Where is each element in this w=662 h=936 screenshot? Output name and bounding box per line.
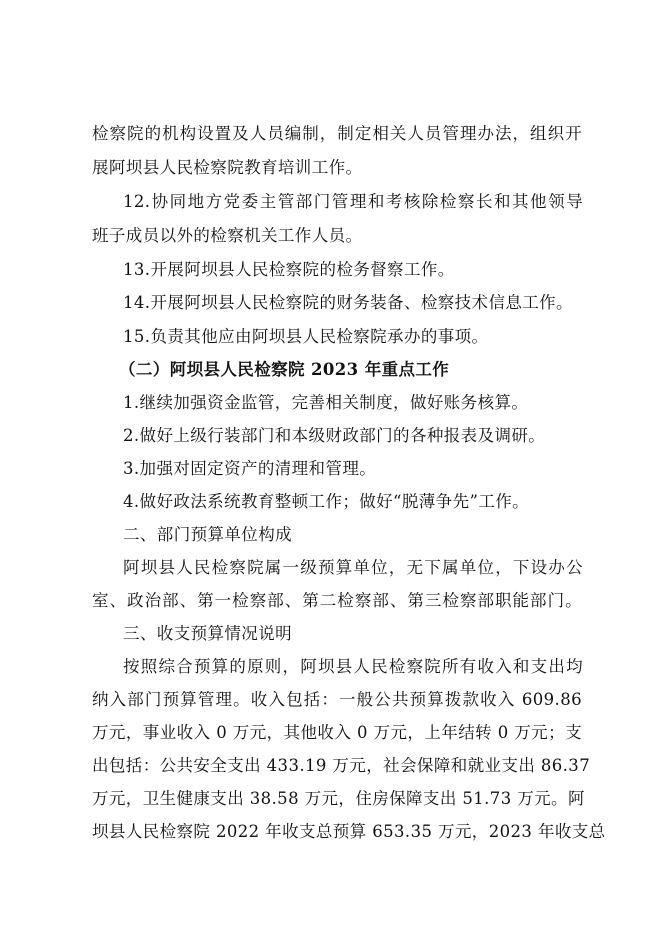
item-13: 13.开展阿坝县人民检察院的检务督察工作。 (123, 260, 455, 279)
budget-line-3: 万元，事业收入 0 万元，其他收入 0 万元，上年结转 0 万元；支 (92, 723, 582, 742)
item-12-line-1: 12.协同地方党委主管部门管理和考核除检察长和其他领导 (123, 192, 583, 211)
budget-line-1: 按照综合预算的原则，阿坝县人民检察院所有收入和支出均 (123, 657, 583, 676)
units-line-2: 室、政治部、第一检察部、第二检察部、第三检察部职能部门。 (92, 591, 582, 610)
item-14: 14.开展阿坝县人民检察院的财务装备、检察技术信息工作。 (123, 293, 573, 312)
units-line-1: 阿坝县人民检察院属一级预算单位，无下属单位，下设办公 (123, 558, 583, 577)
section-heading-units: 二、部门预算单位构成 (123, 525, 292, 544)
budget-line-6: 坝县人民检察院 2022 年收支总预算 653.35 万元，2023 年收支总 (92, 822, 606, 841)
key-work-item-2: 2.做好上级行装部门和本级财政部门的各种报表及调研。 (123, 426, 546, 445)
body-line-1: 检察院的机构设置及人员编制，制定相关人员管理办法，组织开 (92, 124, 582, 143)
budget-line-4: 出包括：公共安全支出 433.19 万元，社会保障和就业支出 86.37 (92, 756, 591, 775)
section-heading-budget: 三、收支预算情况说明 (123, 624, 292, 643)
item-15: 15.负责其他应由阿坝县人民检察院承办的事项。 (123, 327, 489, 346)
section-heading-key-work: （二）阿坝县人民检察院 2023 年重点工作 (119, 360, 450, 379)
budget-line-2: 纳入部门预算管理。收入包括：一般公共预算拨款收入 609.86 (92, 690, 582, 709)
key-work-item-1: 1.继续加强资金监管，完善相关制度，做好账务核算。 (123, 393, 529, 412)
key-work-item-4: 4.做好政法系统教育整顿工作；做好“脱薄争先”工作。 (123, 492, 530, 511)
item-12-line-2: 班子成员以外的检察机关工作人员。 (92, 226, 363, 245)
key-work-item-3: 3.加强对固定资产的清理和管理。 (123, 459, 377, 478)
budget-line-5: 万元，卫生健康支出 38.58 万元，住房保障支出 51.73 万元。阿 (92, 789, 585, 808)
body-line-2: 展阿坝县人民检察院教育培训工作。 (92, 158, 363, 177)
